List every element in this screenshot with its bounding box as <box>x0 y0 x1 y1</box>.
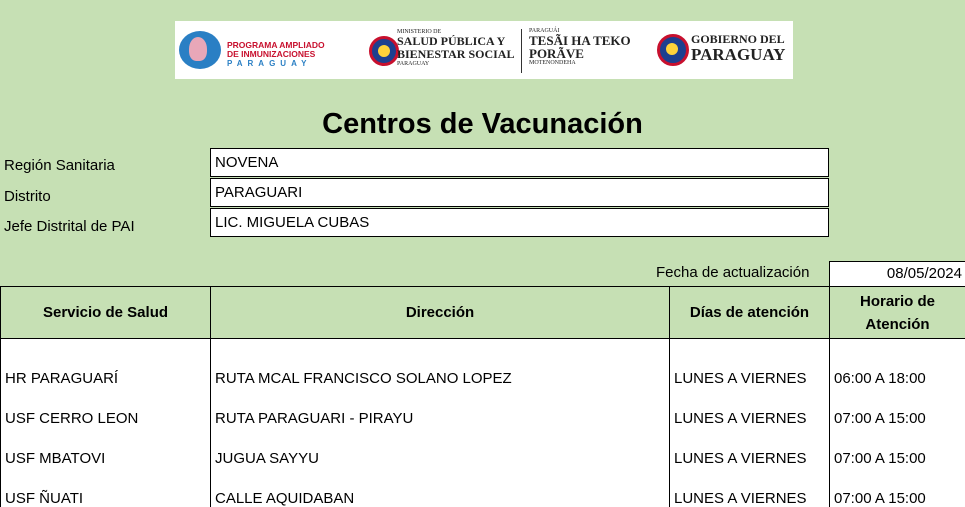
fecha-value[interactable]: 08/05/2024 <box>829 261 965 287</box>
cell-servicio[interactable]: USF ÑUATI <box>1 467 211 507</box>
vaccination-centers-table <box>0 286 965 507</box>
jefe-value[interactable]: LIC. MIGUELA CUBAS <box>210 208 829 237</box>
cell-direccion[interactable]: CALLE AQUIDABAN <box>211 467 670 507</box>
cell-servicio[interactable]: HR PARAGUARÍ <box>1 339 211 388</box>
pai-logo <box>175 21 375 79</box>
cell-servicio[interactable]: USF MBATOVI <box>1 427 211 467</box>
gobierno-logo <box>691 33 785 63</box>
msp-line2: BIENESTAR SOCIAL <box>397 48 514 61</box>
gob-line2: PARAGUAY <box>691 46 785 63</box>
tesai-logo <box>529 28 631 66</box>
cell-dias[interactable]: LUNES A VIERNES <box>670 387 830 427</box>
cell-horario[interactable]: 07:00 A 15:00 <box>830 387 965 427</box>
cell-dias[interactable]: LUNES A VIERNES <box>670 339 830 388</box>
header-direccion: Dirección <box>211 287 670 339</box>
msp-logo <box>397 29 514 67</box>
jefe-label: Jefe Distrital de PAI <box>4 218 135 235</box>
tesai-line2: PORÃVE <box>529 47 631 60</box>
pai-line1: PROGRAMA AMPLIADO <box>227 41 357 50</box>
gobierno-seal-icon <box>657 34 689 66</box>
cell-dias[interactable]: LUNES A VIERNES <box>670 427 830 467</box>
cell-direccion[interactable]: RUTA MCAL FRANCISCO SOLANO LOPEZ <box>211 339 670 388</box>
gob-line1: GOBIERNO DEL <box>691 33 785 46</box>
header-dias: Días de atención <box>670 287 830 339</box>
msp-sub: PARAGUAY <box>397 61 514 67</box>
distrito-label: Distrito <box>4 188 51 205</box>
pai-line2: DE INMUNIZACIONES <box>227 50 357 59</box>
cell-direccion[interactable]: RUTA PARAGUARI - PIRAYU <box>211 387 670 427</box>
table-row <box>1 427 965 467</box>
region-label: Región Sanitaria <box>4 157 115 174</box>
logo-banner <box>175 21 793 79</box>
msp-line1: SALUD PÚBLICA Y <box>397 35 514 48</box>
header-horario: Horario de Atención <box>830 287 965 339</box>
table-row <box>1 387 965 427</box>
header-servicio: Servicio de Salud <box>1 287 211 339</box>
tesai-line1: TESÃI HA TEKO <box>529 34 631 47</box>
tesai-sub: MOTENONDEHA <box>529 60 631 66</box>
table-header-row <box>1 287 965 339</box>
region-value[interactable]: NOVENA <box>210 148 829 177</box>
cell-servicio[interactable]: USF CERRO LEON <box>1 387 211 427</box>
cell-horario[interactable]: 06:00 A 18:00 <box>830 339 965 388</box>
cell-direccion[interactable]: JUGUA SAYYU <box>211 427 670 467</box>
distrito-value[interactable]: PARAGUARI <box>210 178 829 207</box>
tesai-small: PARAGUÁI <box>529 28 631 34</box>
cell-horario[interactable]: 07:00 A 15:00 <box>830 427 965 467</box>
msp-seal-icon <box>369 36 399 66</box>
pai-figure-icon <box>189 37 207 61</box>
table-row <box>1 467 965 507</box>
cell-horario[interactable]: 07:00 A 15:00 <box>830 467 965 507</box>
fecha-label: Fecha de actualización <box>656 264 809 281</box>
table-row <box>1 339 965 388</box>
logo-divider <box>521 29 522 73</box>
cell-dias[interactable]: LUNES A VIERNES <box>670 467 830 507</box>
msp-small: MINISTERIO DE <box>397 29 514 35</box>
page-title: Centros de Vacunación <box>0 108 965 141</box>
pai-line3: PARAGUAY <box>227 59 311 68</box>
